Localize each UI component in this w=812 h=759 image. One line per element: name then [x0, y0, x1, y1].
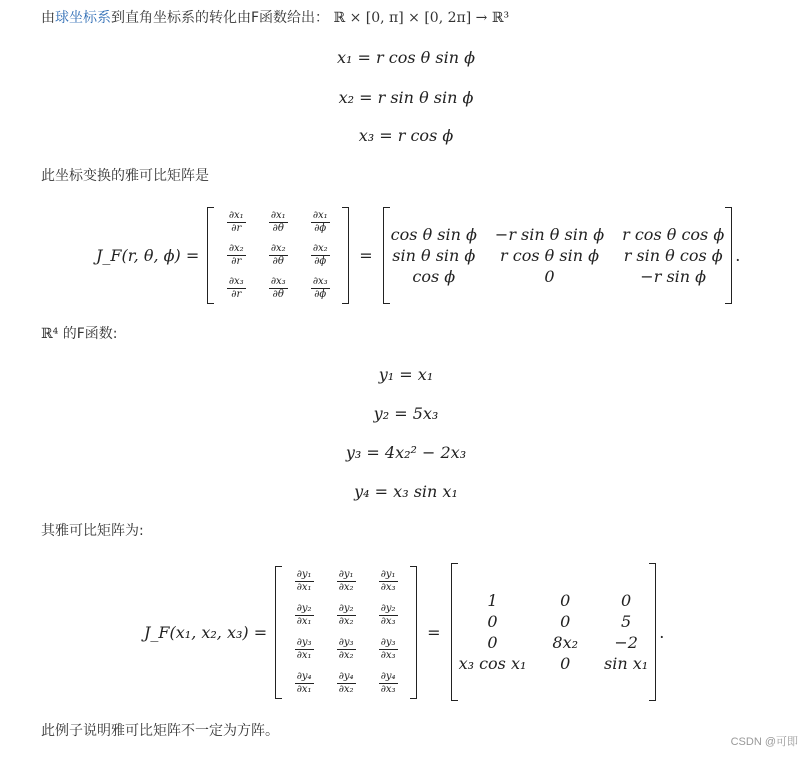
partial-derivative — [215, 276, 257, 301]
partial-numerator: ∂y₁ — [380, 568, 396, 580]
partial-derivative — [215, 210, 257, 235]
partial-derivative — [257, 210, 299, 235]
equals-sign: = — [359, 245, 373, 265]
matrix-entry: 5 — [621, 612, 632, 631]
partial-numerator: ∂x₁ — [270, 209, 286, 221]
partial-derivative — [215, 243, 257, 268]
partial-numerator: ∂x₃ — [270, 275, 286, 287]
partial-denominator: ∂x₂ — [338, 615, 354, 627]
partial-numerator: ∂x₂ — [312, 242, 328, 254]
partial-numerator: ∂x₃ — [312, 275, 328, 287]
partial-derivative — [299, 243, 341, 268]
partial-numerator: ∂y₄ — [296, 670, 312, 682]
matrix-entry: x₃ cos x₁ — [458, 654, 527, 673]
partial-denominator: ∂r — [231, 288, 242, 300]
partial-derivative — [283, 671, 325, 696]
partial-denominator: ∂θ — [272, 255, 284, 267]
jacobian-1-lhs: J_F(r, θ, ϕ) = — [96, 245, 200, 265]
equation-x3: x₃ = r cos ϕ — [358, 126, 454, 145]
partial-derivative — [283, 603, 325, 628]
partial-derivative — [325, 569, 367, 594]
partial-denominator: ∂x₁ — [296, 649, 312, 661]
intro-prefix: 由 — [41, 10, 55, 26]
jacobian-2-result-matrix — [451, 563, 657, 701]
watermark: CSDN @可即 — [730, 736, 798, 748]
partial-numerator: ∂y₂ — [296, 602, 312, 614]
equation-y1: y₁ = x₁ — [378, 365, 434, 384]
partial-numerator: ∂y₄ — [380, 670, 396, 682]
partial-numerator: ∂y₃ — [338, 636, 354, 648]
r4-heading-text: 的F函数: — [58, 326, 118, 342]
partial-denominator: ∂x₁ — [296, 615, 312, 627]
partial-numerator: ∂y₄ — [338, 670, 354, 682]
partial-denominator: ∂x₃ — [380, 683, 396, 695]
partial-denominator: ∂ϕ — [314, 255, 327, 267]
matrix-entry: −2 — [614, 633, 638, 652]
partial-numerator: ∂x₁ — [228, 209, 244, 221]
r4-space: ℝ⁴ — [41, 326, 59, 342]
matrix-entry: r cos θ cos ϕ — [622, 224, 725, 244]
partial-denominator: ∂x₃ — [380, 581, 396, 593]
partial-denominator: ∂ϕ — [314, 222, 327, 234]
equation-y4: y₄ = x₃ sin x₁ — [354, 482, 458, 501]
partial-numerator: ∂x₂ — [270, 242, 286, 254]
period: . — [659, 622, 665, 642]
matrix-entry: 0 — [560, 591, 571, 610]
jacobian-1-partials-matrix — [207, 207, 349, 304]
intro-mapping: ℝ × [0, π] × [0, 2π] → ℝ³ — [333, 10, 510, 26]
partial-denominator: ∂x₂ — [338, 581, 354, 593]
intro-suffix: 到直角坐标系的转化由F函数给出： — [111, 10, 330, 26]
matrix-entry: 0 — [544, 266, 555, 286]
partial-denominator: ∂x₃ — [380, 649, 396, 661]
partial-numerator: ∂y₂ — [338, 602, 354, 614]
matrix-entry: r cos θ sin ϕ — [500, 245, 599, 265]
partial-derivative — [283, 569, 325, 594]
partial-denominator: ∂x₁ — [296, 683, 312, 695]
spherical-coordinates-link[interactable]: 球坐标系 — [55, 10, 111, 26]
matrix-entry: r sin θ cos ϕ — [623, 245, 723, 265]
matrix-entry: 1 — [487, 591, 498, 610]
partial-derivative — [325, 603, 367, 628]
partial-derivative — [367, 569, 409, 594]
partial-numerator: ∂y₃ — [380, 636, 396, 648]
partial-numerator: ∂x₂ — [228, 242, 244, 254]
partial-denominator: ∂r — [231, 222, 242, 234]
r4-heading — [41, 324, 117, 344]
partial-derivative — [367, 671, 409, 696]
matrix-entry: −r sin θ sin ϕ — [494, 224, 605, 244]
partial-numerator: ∂x₃ — [228, 275, 244, 287]
partial-numerator: ∂y₂ — [380, 602, 396, 614]
matrix-entry: 8x₂ — [552, 633, 579, 652]
matrix-entry: sin x₁ — [604, 654, 649, 673]
equation-y3: y₃ = 4x₂² − 2x₃ — [345, 443, 467, 462]
matrix-entry: cos ϕ — [412, 266, 456, 286]
matrix-entry: 0 — [560, 612, 571, 631]
partial-denominator: ∂θ — [272, 222, 284, 234]
partial-numerator: ∂y₁ — [296, 568, 312, 580]
matrix-entry: sin θ sin ϕ — [392, 245, 476, 265]
partial-denominator: ∂x₃ — [380, 615, 396, 627]
partial-derivative — [367, 603, 409, 628]
partial-derivative — [325, 671, 367, 696]
partial-derivative — [257, 276, 299, 301]
jacobian-2-lhs: J_F(x₁, x₂, x₃) = — [144, 622, 268, 642]
matrix-entry: −r sin ϕ — [640, 266, 707, 286]
partial-numerator: ∂x₁ — [312, 209, 328, 221]
equation-x2: x₂ = r sin θ sin ϕ — [338, 88, 474, 107]
partial-derivative — [325, 637, 367, 662]
matrix-entry: 0 — [487, 612, 498, 631]
equals-sign: = — [427, 622, 441, 642]
jacobian-1-result-matrix — [383, 207, 733, 304]
jacobian-2-heading: 其雅可比矩阵为: — [41, 523, 144, 539]
partial-denominator: ∂x₁ — [296, 581, 312, 593]
partial-derivative — [367, 637, 409, 662]
partial-numerator: ∂y₁ — [338, 568, 354, 580]
jacobian-2-block — [144, 558, 664, 706]
matrix-entry: 0 — [621, 591, 632, 610]
partial-derivative — [283, 637, 325, 662]
matrix-entry: 0 — [560, 654, 571, 673]
equation-y2: y₂ = 5x₃ — [373, 404, 439, 423]
intro-line — [41, 8, 509, 28]
partial-numerator: ∂y₃ — [296, 636, 312, 648]
jacobian-1-block — [96, 202, 740, 308]
partial-derivative — [299, 210, 341, 235]
matrix-entry: 0 — [487, 633, 498, 652]
conclusion: 此例子说明雅可比矩阵不一定为方阵。 — [41, 723, 279, 739]
equation-x1: x₁ = r cos θ sin ϕ — [337, 48, 475, 67]
matrix-entry: cos θ sin ϕ — [390, 224, 477, 244]
partial-denominator: ∂x₂ — [338, 649, 354, 661]
partial-denominator: ∂x₂ — [338, 683, 354, 695]
partial-derivative — [257, 243, 299, 268]
jacobian-heading: 此坐标变换的雅可比矩阵是 — [41, 168, 209, 184]
partial-denominator: ∂θ — [272, 288, 284, 300]
period: . — [735, 245, 741, 265]
partial-derivative — [299, 276, 341, 301]
partial-denominator: ∂ϕ — [314, 288, 327, 300]
partial-denominator: ∂r — [231, 255, 242, 267]
jacobian-2-partials-matrix — [275, 566, 417, 699]
